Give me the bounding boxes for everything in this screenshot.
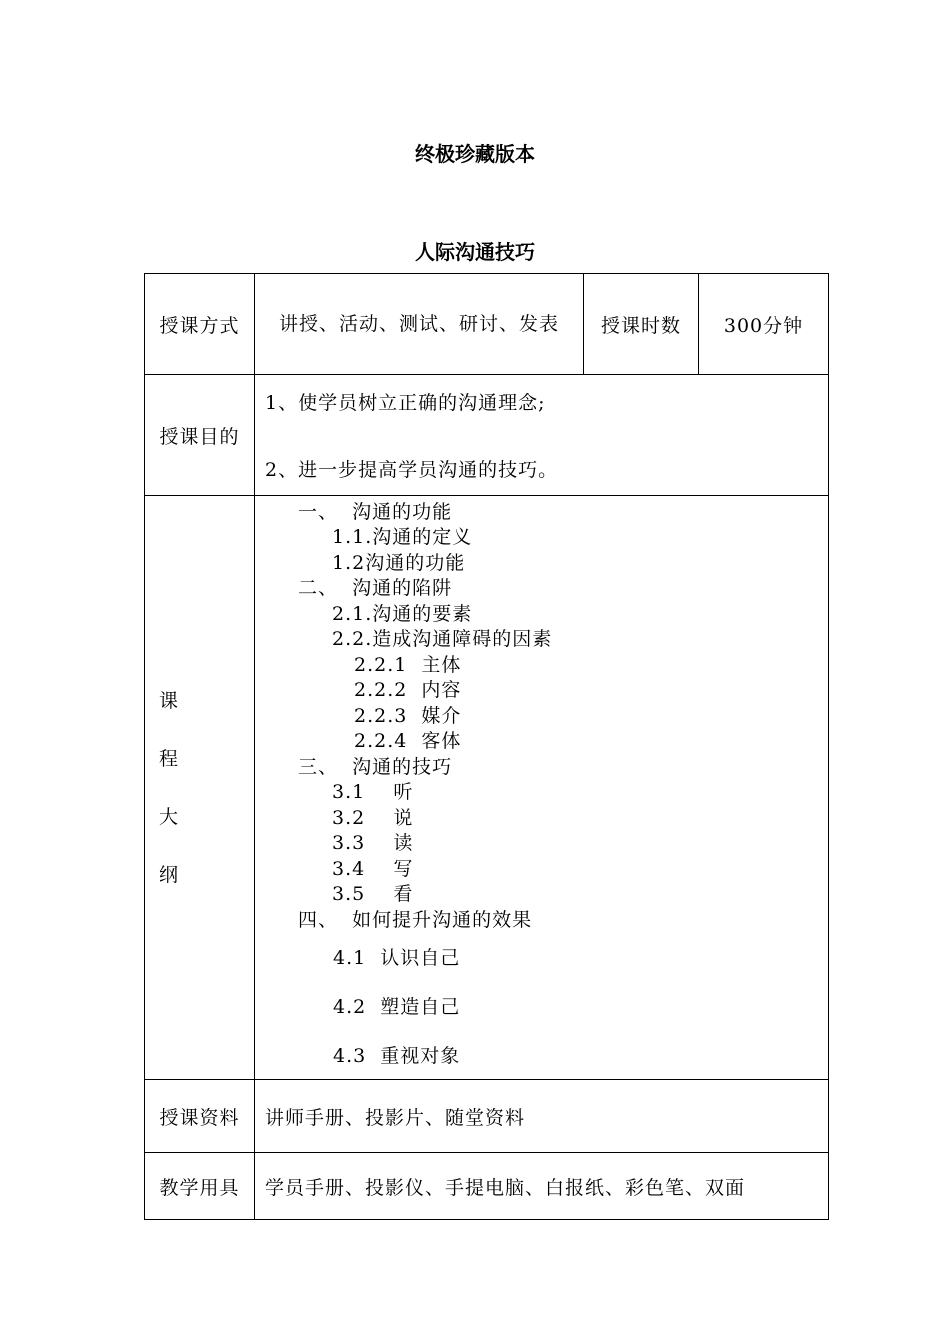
row-course-outline — [145, 496, 829, 1080]
outline-item: 3.2 说 — [332, 807, 414, 829]
outline-item: 2.2.造成沟通障碍的因素 — [332, 628, 553, 650]
outline-subitem: 2.2.4 客体 — [354, 730, 462, 752]
teaching-method-label: 授课方式 — [145, 274, 255, 375]
course-outline-cell — [255, 496, 829, 1080]
outline-label-char: 课 — [159, 689, 179, 712]
outline-label-char: 程 — [159, 747, 179, 770]
course-table — [144, 273, 829, 1220]
outline-item: 2.1.沟通的要素 — [332, 603, 473, 625]
row-teaching-method — [145, 274, 829, 375]
outline-item: 1.1.沟通的定义 — [332, 526, 473, 548]
outline-item: 3.4 写 — [332, 858, 414, 880]
outline-item: 3.5 看 — [332, 883, 414, 905]
teaching-goal-label: 授课目的 — [145, 375, 255, 496]
outline-section: 四、 如何提升沟通的效果 — [298, 909, 533, 931]
teaching-goal-cell — [255, 375, 829, 496]
teaching-tools-label: 教学用具 — [145, 1153, 255, 1220]
row-teaching-goal — [145, 375, 829, 496]
course-title: 人际沟通技巧 — [415, 240, 535, 264]
teaching-method-value: 讲授、活动、测试、研讨、发表 — [278, 313, 559, 335]
teaching-materials-value: 讲师手册、投影片、随堂资料 — [255, 1080, 829, 1153]
outline-label-char: 大 — [159, 805, 179, 828]
outline-subitem: 2.2.2 内容 — [354, 679, 462, 701]
document-title: 终极珍藏版本 — [415, 142, 535, 166]
outline-label-char: 纲 — [159, 863, 179, 886]
teaching-hours-label: 授课时数 — [584, 274, 699, 375]
outline-item: 4.1 认识自己 — [333, 947, 461, 969]
teaching-materials-label: 授课资料 — [145, 1080, 255, 1153]
outline-subitem: 2.2.3 媒介 — [354, 705, 462, 727]
goal-item: 1、使学员树立正确的沟通理念; — [265, 392, 546, 414]
teaching-method-value-cell — [255, 274, 584, 375]
outline-item: 3.3 读 — [332, 832, 414, 854]
outline-subitem: 2.2.1 主体 — [354, 654, 462, 676]
goal-item: 2、进一步提高学员沟通的技巧。 — [265, 459, 559, 481]
row-teaching-tools — [145, 1153, 829, 1220]
outline-section: 一、 沟通的功能 — [298, 501, 453, 523]
teaching-hours-value: 300分钟 — [699, 274, 829, 375]
outline-item: 3.1 听 — [332, 781, 414, 803]
outline-section: 三、 沟通的技巧 — [298, 756, 453, 778]
outline-item: 4.2 塑造自己 — [333, 996, 461, 1018]
row-teaching-materials — [145, 1080, 829, 1153]
outline-item: 1.2沟通的功能 — [332, 552, 466, 574]
course-outline — [255, 496, 828, 1079]
outline-section: 二、 沟通的陷阱 — [298, 577, 453, 599]
course-outline-label — [145, 496, 255, 1080]
outline-item: 4.3 重视对象 — [333, 1045, 461, 1067]
teaching-tools-value: 学员手册、投影仪、手提电脑、白报纸、彩色笔、双面 — [255, 1153, 829, 1220]
